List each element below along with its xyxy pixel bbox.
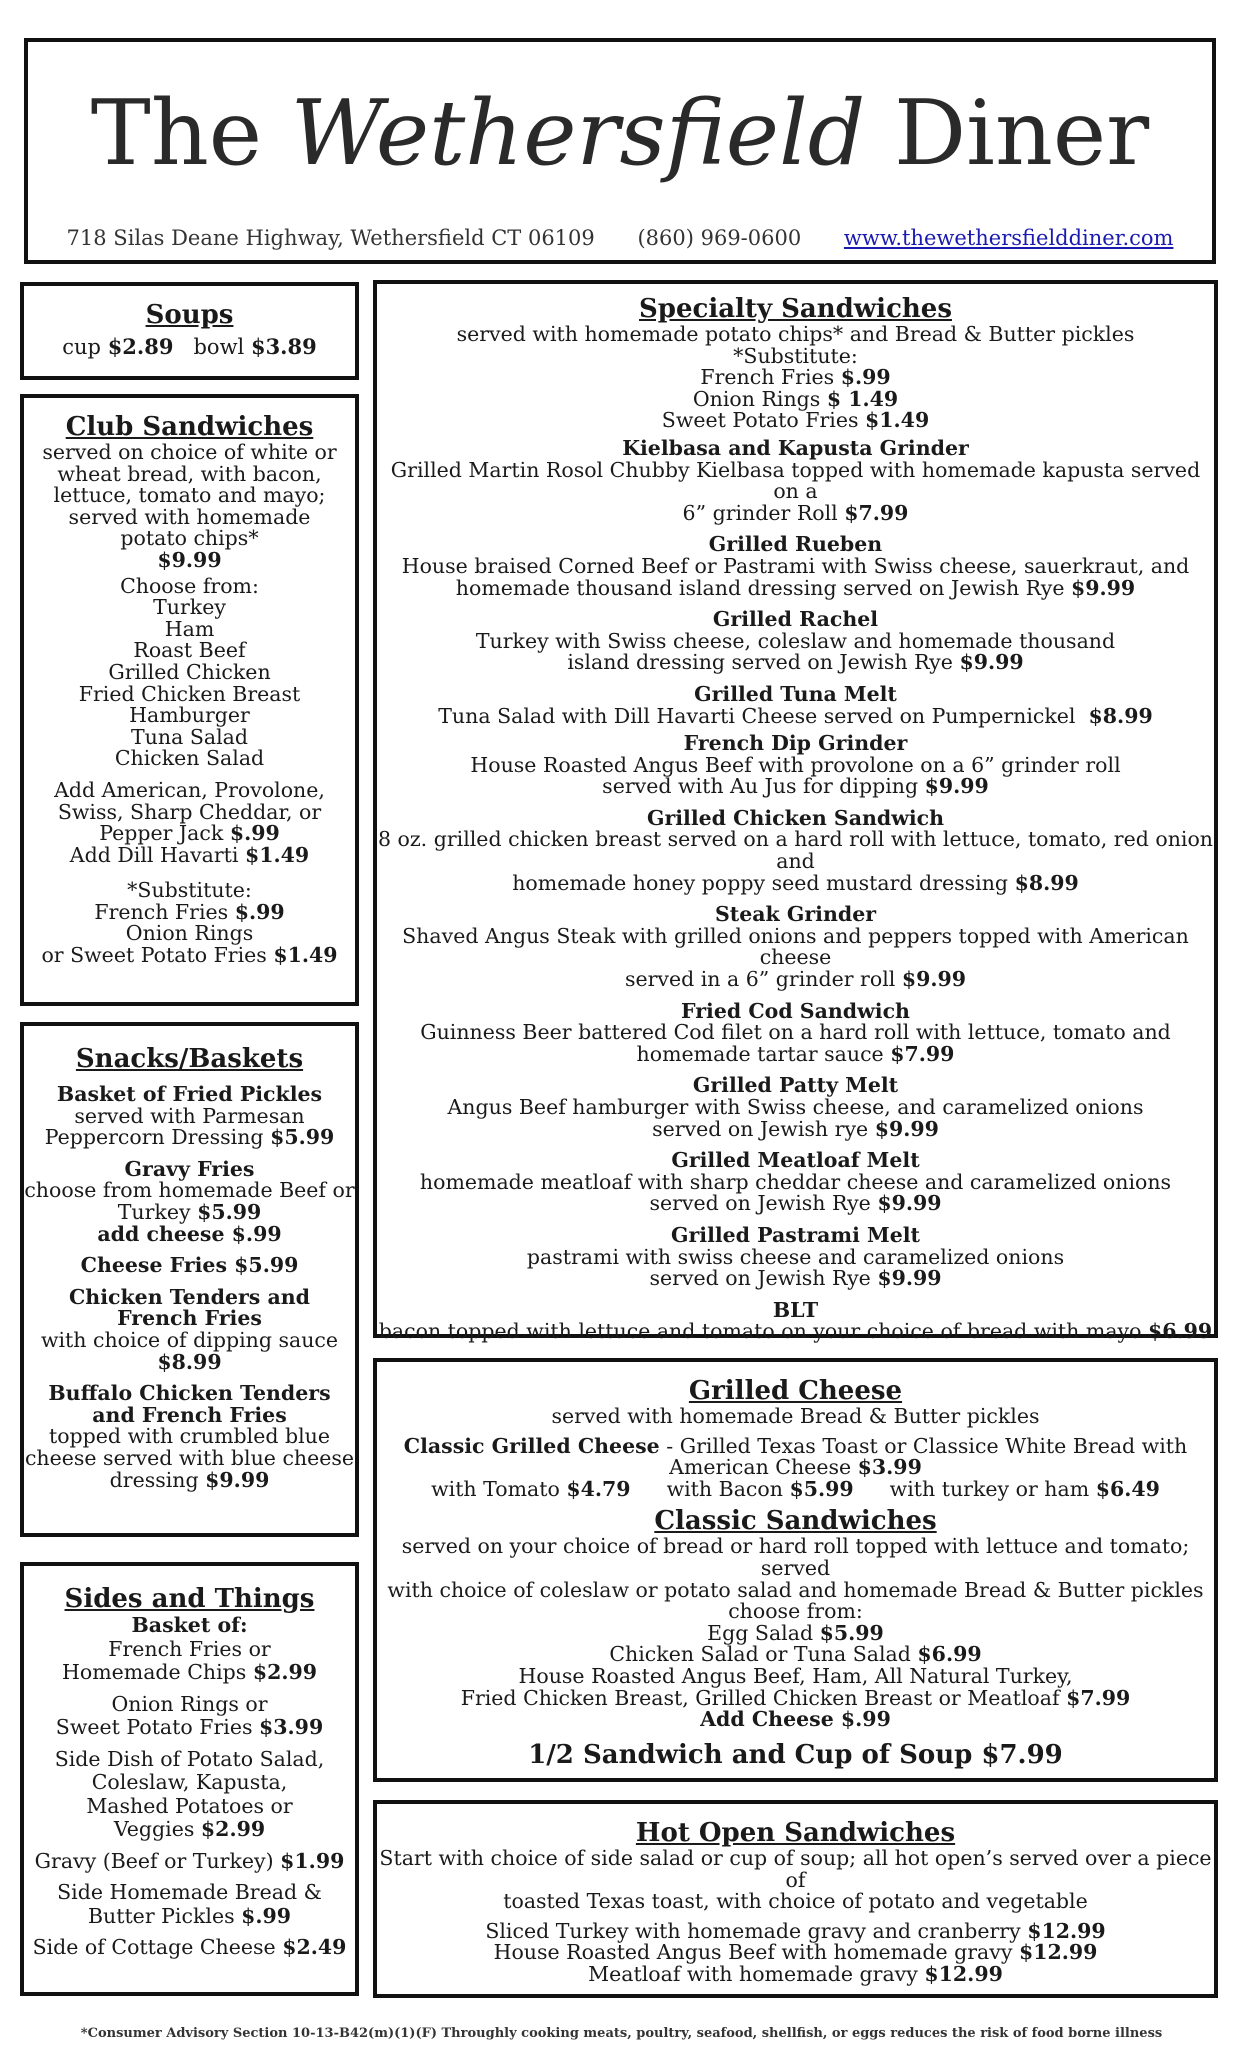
bowl-label: bowl [193,335,245,359]
specialty-item [377,435,1214,525]
hot-desc-2: toasted Texas toast, with choice of potato and vegetable [503,1889,1088,1914]
pickles-desc-2: Peppercorn Dressing $5.99 [44,1125,335,1150]
title-pre: The [90,81,263,186]
item-name: Fried Cod Sandwich [681,998,910,1023]
item-name: Grilled Rueben [708,532,883,557]
title-post: Diner [894,81,1150,186]
item-desc: Angus Beef hamburger with Swiss cheese, and caramelized onions [447,1095,1144,1119]
item-desc: 6” grinder Roll $7.99 [682,500,909,525]
classic-roast-1: House Roasted Angus Beef, Ham, All Natural Turkey, [518,1663,1073,1688]
item-desc: homemade thousand island dressing served on Jewish Rye $9.99 [455,575,1136,600]
specialty-item [377,1150,1214,1215]
item-desc: bacon topped with lettuce and tomato on your choice of bread with mayo $6.99 [378,1319,1213,1344]
item-desc: Tuna Salad with Dill Havarti Cheese served on Pumpernickel $8.99 [438,703,1153,728]
snacks-section [20,1022,359,1537]
gravy-fries-desc-2: Turkey $5.99 [117,1199,262,1224]
cup-label: cup [62,335,101,359]
specialty-sub-fries: French Fries $.99 [700,365,891,390]
item-name: Grilled Rachel [712,607,879,632]
club-sub-rings: Onion Rings [125,921,254,946]
club-option: Grilled Chicken [108,659,271,684]
specialty-item [377,1075,1214,1140]
item-desc: served on Jewish rye $9.99 [652,1116,939,1141]
sides-dish-2: Coleslaw, Kapusta, [91,1770,288,1794]
classic-chicken: Chicken Salad or Tuna Salad $6.99 [609,1642,982,1667]
club-option: Ham [164,616,215,641]
buffalo-desc-2: cheese served with blue cheese [24,1445,355,1470]
specialty-item [377,998,1214,1066]
soups-title: Soups [145,300,234,330]
specialty-sub-sweet: Sweet Potato Fries $1.49 [661,408,930,433]
hot-desc-1: Start with choice of side salad or cup of soup; all hot open’s served over a piece of [379,1846,1212,1892]
classic-add-cheese: Add Cheese $.99 [700,1707,891,1732]
grilled-subtitle: served with homemade Bread & Butter pickles [551,1404,1040,1428]
buffalo-desc-3: dressing $9.99 [109,1467,270,1492]
item-desc: served with Au Jus for dipping $9.99 [602,774,989,799]
club-sub-fries: French Fries $.99 [94,899,285,924]
sides-dish-3: Mashed Potatoes or [86,1793,293,1818]
item-desc: served on Jewish Rye $9.99 [649,1191,942,1216]
sides-dish-1: Side Dish of Potato Salad, [54,1746,325,1771]
grilled-addons [377,1476,1214,1501]
consumer-advisory: *Consumer Advisory Section 10-13-B42(m)(1)(F) Throughly cooking meats, poultry, seafood, shellfish, or eggs reduces the risk of food borne illness [80,2026,1163,2041]
buffalo-name-2: and French Fries [92,1402,287,1427]
addon-turkey: with turkey or ham $6.49 [889,1476,1160,1501]
phone: (860) 969-0600 [637,226,802,250]
item-desc: homemade honey poppy seed mustard dressing $8.99 [512,870,1079,895]
specialty-subtitle: served with homemade potato chips* and Bread & Butter pickles [456,322,1135,346]
club-option: Tuna Salad [131,724,248,749]
specialty-title: Specialty Sandwiches [639,294,952,324]
pickles-desc: served with Parmesan [74,1103,305,1128]
sides-dish-4: Veggies $2.99 [113,1817,266,1841]
club-add-1: Add American, Provolone, [54,777,325,802]
cup-price: $2.89 [107,334,174,359]
addon-tomato: with Tomato $4.79 [431,1476,631,1501]
sides-pickles-1: Side Homemade Bread & [57,1880,322,1904]
item-desc: House braised Corned Beef or Pastrami with Swiss cheese, sauerkraut, and [401,553,1190,578]
item-desc: island dressing served on Jewish Rye $9.99 [567,650,1024,675]
club-desc-4: served with homemade [68,504,311,529]
sides-gravy: Gravy (Beef or Turkey) $1.99 [34,1848,345,1873]
half-sandwich-soup: 1/2 Sandwich and Cup of Soup $7.99 [528,1739,1063,1770]
item-desc: served in a 6” grinder roll $9.99 [624,967,967,992]
item-desc: House Roasted Angus Beef with provolone on a 6” grinder roll [470,752,1121,777]
classic-roast-2: Fried Chicken Breast, Grilled Chicken Breast or Meatloaf $7.99 [460,1685,1131,1710]
item-name: Grilled Chicken Sandwich [646,805,945,830]
buffalo-name-1: Buffalo Chicken Tenders [48,1381,331,1406]
snacks-title: Snacks/Baskets [75,1044,304,1074]
address: 718 Silas Deane Highway, Wethersfield CT 06109 [66,226,595,250]
sides-fries-2: Homemade Chips $2.99 [61,1660,318,1684]
soups-prices [24,334,355,360]
item-desc: homemade meatloaf with sharp cheddar cheese and caramelized onions [419,1169,1172,1194]
club-desc-5: potato chips* [120,526,259,551]
cheese-fries: Cheese Fries $5.99 [80,1253,299,1278]
specialty-item [377,534,1214,599]
club-option: Hamburger [129,703,250,728]
buffalo-desc-1: topped with crumbled blue [48,1424,331,1449]
tenders-name-1: Chicken Tenders and [68,1284,310,1309]
sides-cottage: Side of Cottage Cheese $2.49 [32,1935,347,1959]
item-desc: Grilled Martin Rosol Chubby Kielbasa topped with homemade kapusta served on a [390,457,1201,504]
contact-line [28,226,1212,250]
item-desc: homemade tartar sauce $7.99 [636,1041,955,1066]
item-name: Grilled Patty Melt [692,1073,899,1098]
sides-title: Sides and Things [64,1584,315,1614]
sides-rings-2: Sweet Potato Fries $3.99 [55,1715,324,1739]
classic-egg: Egg Salad $5.99 [707,1620,884,1645]
item-name: BLT [772,1297,819,1322]
title-italic: Wethersfield [290,81,866,186]
specialty-sub-rings: Onion Rings $ 1.49 [692,386,899,411]
tenders-desc: with choice of dipping sauce [40,1327,339,1352]
club-add-2: Swiss, Sharp Cheddar, or [57,799,322,824]
club-add-dill: Add Dill Havarti $1.49 [69,842,310,867]
grilled-title: Grilled Cheese [688,1376,903,1406]
club-desc-2: wheat bread, with bacon, [57,461,322,486]
sides-rings-1: Onion Rings or [111,1691,268,1716]
specialty-item [377,681,1214,728]
specialty-item [377,904,1214,990]
sides-pickles-2: Butter Pickles $.99 [87,1903,292,1928]
gravy-fries-add: add cheese $.99 [97,1221,282,1246]
club-sub-title: *Substitute: [127,878,252,903]
specialty-item [377,805,1214,895]
club-sandwiches-section [20,394,359,1006]
item-desc: pastrami with swiss cheese and caramelized onions [526,1244,1065,1269]
gravy-fries-desc: choose from homemade Beef or [24,1178,355,1203]
tenders-price: $8.99 [157,1349,222,1374]
item-name: Steak Grinder [714,902,877,927]
soups-section [20,282,359,380]
classic-title: Classic Sandwiches [654,1506,937,1537]
item-desc: 8 oz. grilled chicken breast served on a hard roll with lettuce, tomato, red onion and [377,827,1214,874]
specialty-sub-title: *Substitute: [733,343,858,368]
pickles-name: Basket of Fried Pickles [56,1082,323,1106]
specialty-item [377,733,1214,798]
grilled-cheese-section [373,1358,1218,1782]
hot-meatloaf: Meatloaf with homemade gravy $12.99 [588,1961,1003,1986]
item-desc: Turkey with Swiss cheese, coleslaw and homemade thousand [475,628,1116,653]
item-name: Grilled Tuna Melt [694,681,897,706]
gravy-fries-name: Gravy Fries [124,1156,255,1181]
club-desc-1: served on choice of white or [42,440,337,464]
hot-open-section [373,1800,1218,1998]
classic-choose: choose from: [728,1599,863,1624]
club-option: Fried Chicken Breast [78,681,301,706]
hot-turkey: Sliced Turkey with homemade gravy and cranberry $12.99 [485,1918,1106,1943]
basket-of: Basket of: [131,1613,248,1637]
sides-fries-1: French Fries or [108,1636,271,1661]
addon-bacon: with Bacon $5.99 [666,1476,854,1501]
club-option: Chicken Salad [114,746,265,771]
classic-desc-1: served on your choice of bread or hard roll topped with lettuce and tomato; served [401,1534,1190,1580]
specialty-item [377,1297,1214,1344]
classic-grilled-line-2: American Cheese $3.99 [669,1455,922,1480]
specialty-sandwiches-section [373,280,1218,1344]
club-desc-3: lettuce, tomato and mayo; [53,483,326,508]
item-name: Kielbasa and Kapusta Grinder [622,435,969,460]
item-name: Grilled Meatloaf Melt [671,1148,920,1173]
club-add-pepper: Pepper Jack $.99 [99,821,280,846]
specialty-items [377,435,1214,1344]
item-desc: served on Jewish Rye $9.99 [649,1266,942,1291]
tenders-name-2: French Fries [117,1306,262,1331]
hot-beef: House Roasted Angus Beef with homemade gravy $12.99 [493,1940,1098,1965]
club-sub-sweet: or Sweet Potato Fries $1.49 [41,943,338,968]
specialty-item [377,1222,1214,1291]
restaurant-title [28,81,1212,186]
club-option: Roast Beef [133,638,246,663]
hot-title: Hot Open Sandwiches [635,1818,956,1848]
bowl-price: $3.89 [250,334,317,359]
club-title: Club Sandwiches [65,412,314,442]
item-name: Grilled Pastrami Melt [670,1222,921,1247]
sides-section [20,1562,359,1996]
specialty-item [377,609,1214,674]
item-desc: Shaved Angus Steak with grilled onions and peppers topped with American cheese [402,923,1189,970]
website-link[interactable]: www.thewethersfielddiner.com [843,226,1174,250]
item-desc: Guinness Beer battered Cod filet on a hard roll with lettuce, tomato and [420,1020,1171,1045]
club-option: Turkey [153,595,226,620]
classic-grilled-line: Classic Grilled Cheese - Grilled Texas Toast or Classice White Bread with [403,1433,1188,1458]
club-price: $9.99 [157,547,222,572]
club-choose: Choose from: [120,573,259,598]
header-box [24,38,1216,264]
item-name: French Dip Grinder [683,731,908,756]
classic-desc-2: with choice of coleslaw or potato salad and homemade Bread & Butter pickles [387,1577,1204,1602]
